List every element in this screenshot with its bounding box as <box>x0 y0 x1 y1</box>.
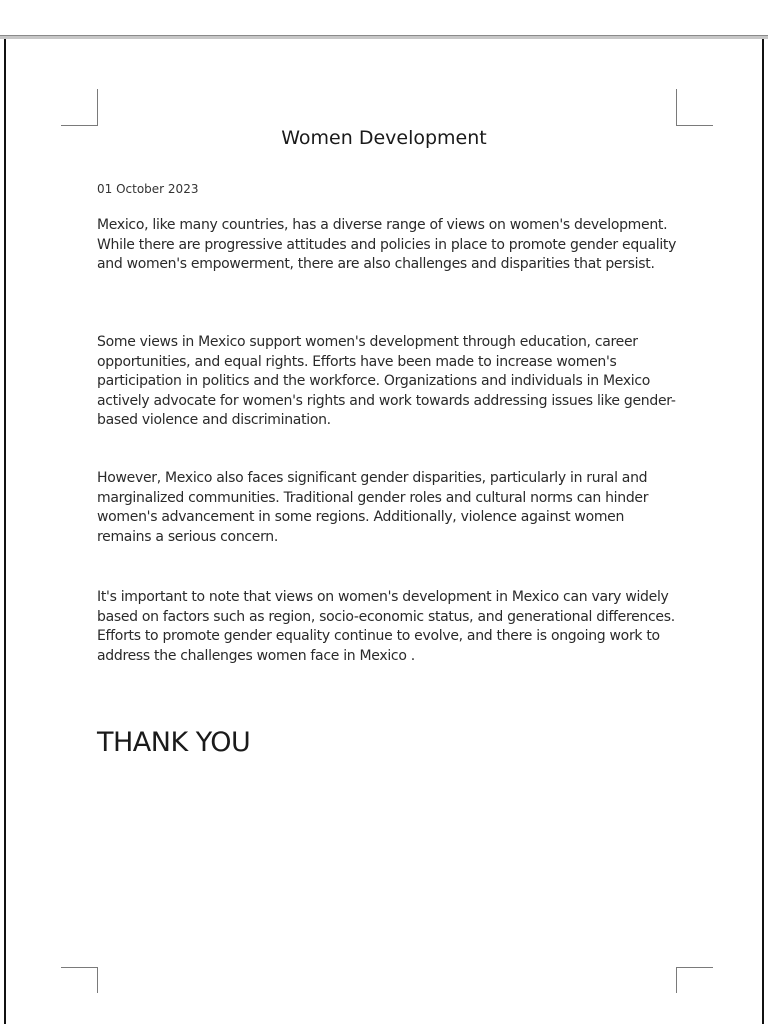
app-toolbar-area <box>0 0 768 37</box>
margin-marker-bottom-right <box>676 967 713 993</box>
paragraph: However, Mexico also faces significant gender disparities, particularly in rural and marginalized communities. Traditional gender roles and cultural norms can hinder women's advancement in some regions. Additionally, violence against women remains a serious concern. <box>97 470 649 545</box>
document-date: 01 October 2023 <box>97 182 199 196</box>
paragraph: Some views in Mexico support women's development through education, career opportunities, and equal rights. Efforts have been made to increase women's participation in politics and the workforce. Organizations and individuals in Mexico actively advocate for women's rights and work towards addressing issues like gender-based violence and discrimination. <box>97 334 676 428</box>
closing-heading: THANK YOU <box>97 727 251 758</box>
document-page[interactable] <box>4 39 764 1024</box>
paragraph: It's important to note that views on women's development in Mexico can vary widely based on factors such as region, socio-economic status, and generational differences. Efforts to promote gender equality continue to evolve, and there is ongoing work to address the challenges women face in Mexico . <box>97 589 675 664</box>
margin-marker-top-left <box>61 89 98 126</box>
paragraph: Mexico, like many countries, has a diverse range of views on women's development. While there are progressive attitudes and policies in place to promote gender equality and women's empowerment, there are also challenges and disparities that persist. <box>97 217 677 272</box>
document-title: Women Development <box>281 127 487 149</box>
margin-marker-bottom-left <box>61 967 98 993</box>
margin-marker-top-right <box>676 89 713 126</box>
